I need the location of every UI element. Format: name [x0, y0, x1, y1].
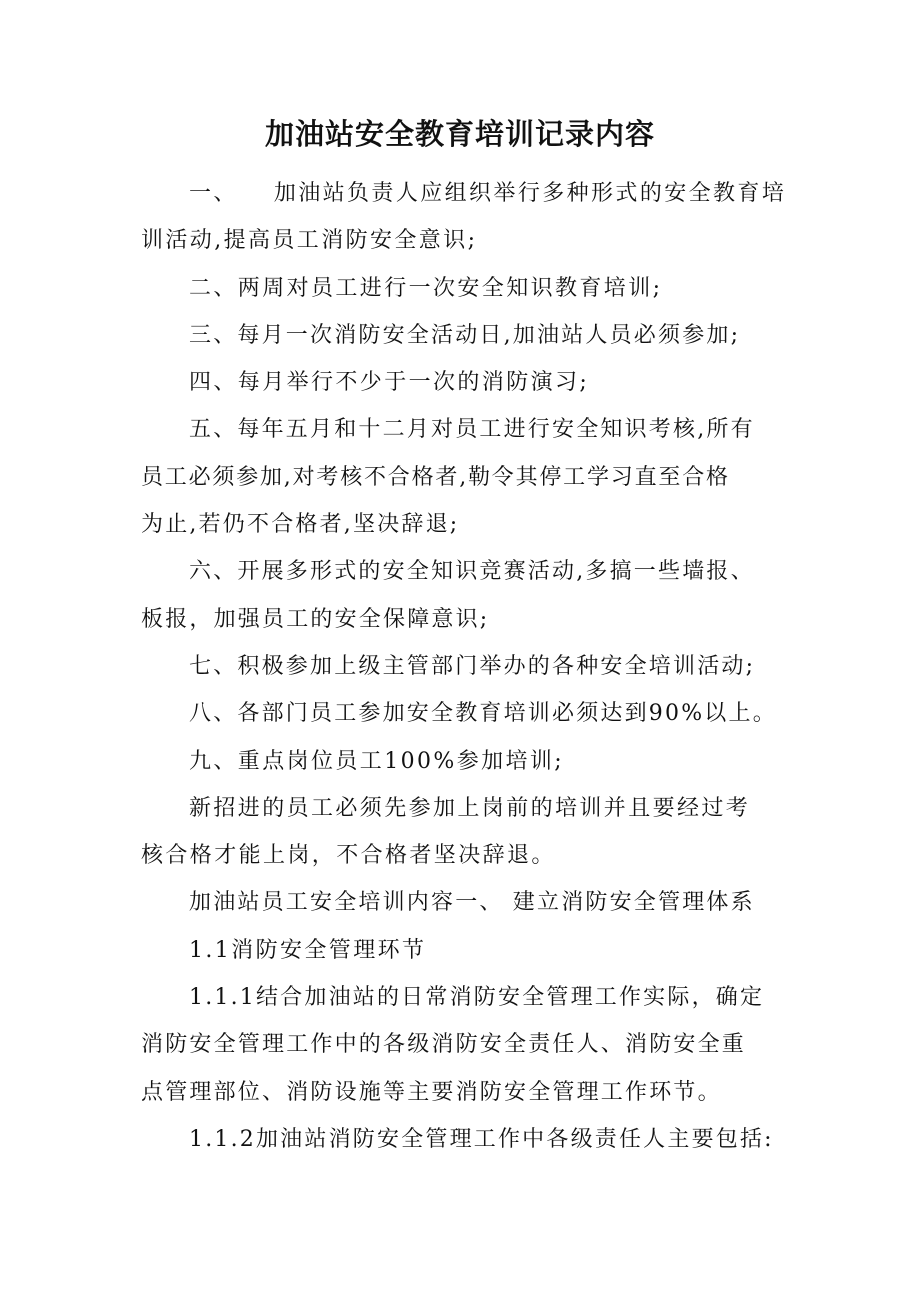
document-body [141, 170, 791, 1163]
paragraph-12-line-1: 1.1消防安全管理环节 [189, 937, 427, 963]
paragraph-12 [141, 927, 791, 974]
paragraph-14 [141, 1116, 791, 1163]
paragraph-3 [141, 312, 791, 359]
paragraph-1-marker: 一、 [189, 181, 238, 206]
paragraph-13-line-2: 消防安全管理工作中的各级消防安全责任人、消防安全重 [141, 1032, 747, 1058]
paragraph-9 [141, 738, 791, 785]
paragraph-7-line-1: 七、积极参加上级主管部门举办的各种安全培训活动; [189, 653, 756, 679]
paragraph-4-line-1: 四、每月举行不少于一次的消防演习; [189, 370, 590, 396]
paragraph-9-line-1: 九、重点岗位员工100%参加培训; [189, 748, 565, 774]
paragraph-6 [141, 548, 791, 643]
paragraph-6-line-2: 板报，加强员工的安全保障意识; [141, 606, 490, 632]
paragraph-3-line-1: 三、每月一次消防安全活动日,加油站人员必须参加; [189, 322, 741, 348]
paragraph-4 [141, 359, 791, 406]
paragraph-10-line-1: 新招进的员工必须先参加上岗前的培训并且要经过考 [189, 795, 751, 821]
paragraph-13 [141, 974, 791, 1116]
paragraph-8 [141, 690, 791, 737]
paragraph-10 [141, 785, 791, 880]
paragraph-5 [141, 406, 791, 548]
paragraph-2 [141, 265, 791, 312]
paragraph-1 [141, 170, 791, 265]
paragraph-5-line-2: 员工必须参加,对考核不合格者,勒令其停工学习直至合格 [141, 464, 730, 490]
paragraph-14-line-1: 1.1.2加油站消防安全管理工作中各级责任人主要包括: [189, 1126, 774, 1152]
document-title: 加油站安全教育培训记录内容 [264, 117, 655, 151]
paragraph-1-line-1: 加油站负责人应组织举行多种形式的安全教育培 [273, 181, 787, 206]
paragraph-5-line-1: 五、每年五月和十二月对员工进行安全知识考核,所有 [189, 417, 755, 443]
paragraph-1-line-2: 训活动,提高员工消防安全意识; [141, 228, 478, 254]
paragraph-10-line-2: 核合格才能上岗，不合格者坚决辞退。 [141, 843, 556, 869]
paragraph-13-line-1: 1.1.1结合加油站的日常消防安全管理工作实际，确定 [189, 985, 765, 1011]
paragraph-5-line-3: 为止,若仍不合格者,坚决辞退; [141, 512, 460, 538]
paragraph-11-line-1: 加油站员工安全培训内容一、 建立消防安全管理体系 [189, 890, 755, 916]
paragraph-2-line-1: 二、两周对员工进行一次安全知识教育培训; [189, 275, 663, 301]
paragraph-11 [141, 879, 791, 926]
paragraph-6-line-1: 六、开展多形式的安全知识竞赛活动,多搞一些墙报、 [189, 559, 755, 585]
paragraph-7 [141, 643, 791, 690]
paragraph-8-line-1: 八、各部门员工参加安全教育培训必须达到90%以上。 [189, 701, 777, 727]
paragraph-13-line-3: 点管理部位、消防设施等主要消防安全管理工作环节。 [141, 1079, 722, 1105]
